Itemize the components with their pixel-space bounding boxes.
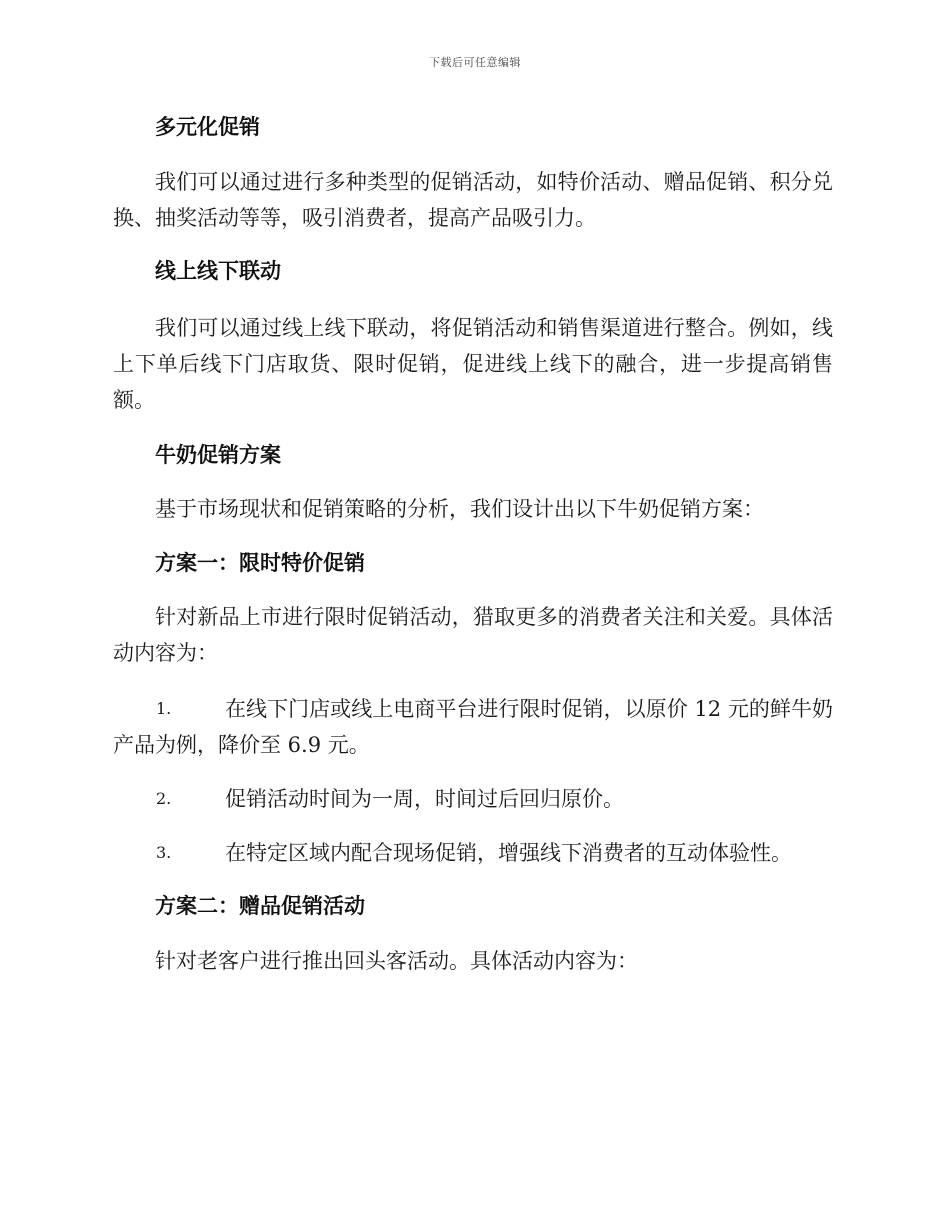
list-item: [113, 781, 833, 817]
section-heading: 方案一：限时特价促销: [155, 551, 365, 575]
list-item: [113, 691, 833, 763]
page-header: 下载后可任意编辑: [429, 56, 521, 69]
section-paragraph: 针对新品上市进行限时促销活动，猎取更多的消费者关注和关爱。具体活动内容为：: [113, 605, 833, 665]
section-heading: 线上线下联动: [155, 259, 281, 283]
section-heading: 多元化促销: [155, 115, 260, 139]
section-heading: 牛奶促销方案: [155, 443, 281, 467]
section-paragraph: 我们可以通过线上线下联动，将促销活动和销售渠道进行整合。例如，线上下单后线下门店取货、限时促销，促进线上线下的融合，进一步提高销售额。: [113, 316, 833, 412]
list-item-number: 3.: [156, 843, 172, 862]
section-heading: 方案二：赠品促销活动: [155, 894, 365, 918]
document-body: [113, 110, 833, 979]
list-item-text: 在特定区域内配合现场促销，增强线下消费者的互动体验性。: [225, 841, 792, 865]
list-item-text: 在线下门店或线上电商平台进行限时促销，以原价 12 元的鲜牛奶产品为例，降价至 6.9 元。: [113, 697, 833, 757]
section-paragraph: 基于市场现状和促销策略的分析，我们设计出以下牛奶促销方案：: [155, 497, 764, 521]
section-paragraph: 针对老客户进行推出回头客活动。具体活动内容为：: [155, 949, 638, 973]
list-item-number: 2.: [156, 789, 172, 808]
list-item: [113, 835, 833, 871]
section-paragraph: 我们可以通过进行多种类型的促销活动，如特价活动、赠品促销、积分兑换、抽奖活动等等，吸引消费者，提高产品吸引力。: [113, 170, 833, 230]
list-item-number: 1.: [156, 699, 172, 718]
list-item-text: 促销活动时间为一周，时间过后回归原价。: [225, 787, 624, 811]
